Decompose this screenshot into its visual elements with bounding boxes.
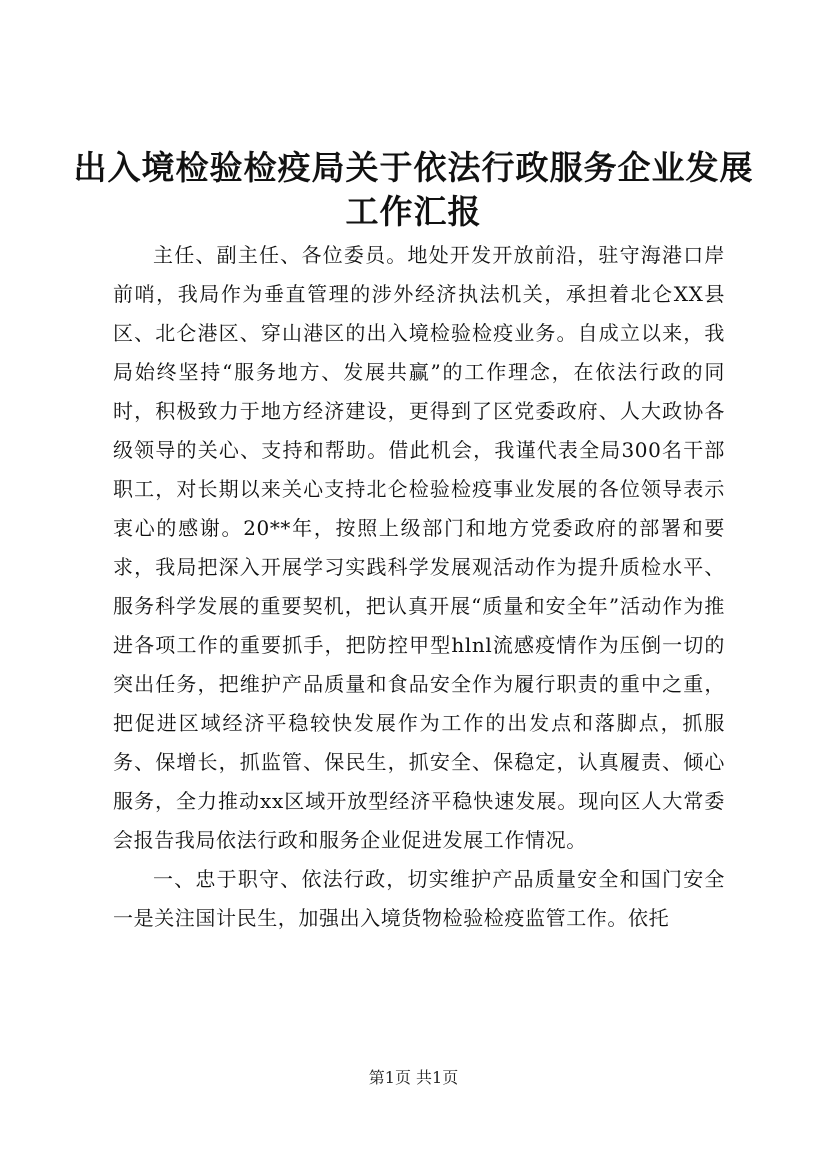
title-line-1: 出入境检验检疫局关于依法行政服务企业发展 xyxy=(73,148,754,187)
document-title xyxy=(0,146,827,234)
title-line-2: 工作汇报 xyxy=(345,192,482,231)
document-body xyxy=(113,236,725,938)
paragraph-intro: 主任、副主任、各位委员。地处开发开放前沿，驻守海港口岸前哨，我局作为垂直管理的涉外经济执法机关，承担着北仑XX县区、北仑港区、穿山港区的出入境检验检疫业务。自成立以来，我局始终坚持“服务地方、发展共赢”的工作理念，在依法行政的同时，积极致力于地方经济建设，更得到了区党委政府、人大政协各级领导的关心、支持和帮助。借此机会，我谨代表全局300名干部职工，对长期以来关心支持北仑检验检疫事业发展的各位领导表示衷心的感谢。20**年，按照上级部门和地方党委政府的部署和要求，我局把深入开展学习实践科学发展观活动作为提升质检水平、服务科学发展的重要契机，把认真开展“质量和安全年”活动作为推进各项工作的重要抓手，把防控甲型hlnl流感疫情作为压倒一切的突出任务，把维护产品质量和食品安全作为履行职责的重中之重，把促进区域经济平稳较快发展作为工作的出发点和落脚点，抓服务、保增长，抓监管、保民生，抓安全、保稳定，认真履责、倾心服务，全力推动xx区域开放型经济平稳快速发展。现向区人大常委会报告我局依法行政和服务企业促进发展工作情况。 xyxy=(113,243,725,852)
page-footer: 第1页 共1页 xyxy=(368,1068,459,1087)
paragraph-section-1: 一、忠于职守、依法行政，切实维护产品质量安全和国门安全一是关注国计民生，加强出入境货物检验检疫监管工作。依托 xyxy=(113,867,725,930)
